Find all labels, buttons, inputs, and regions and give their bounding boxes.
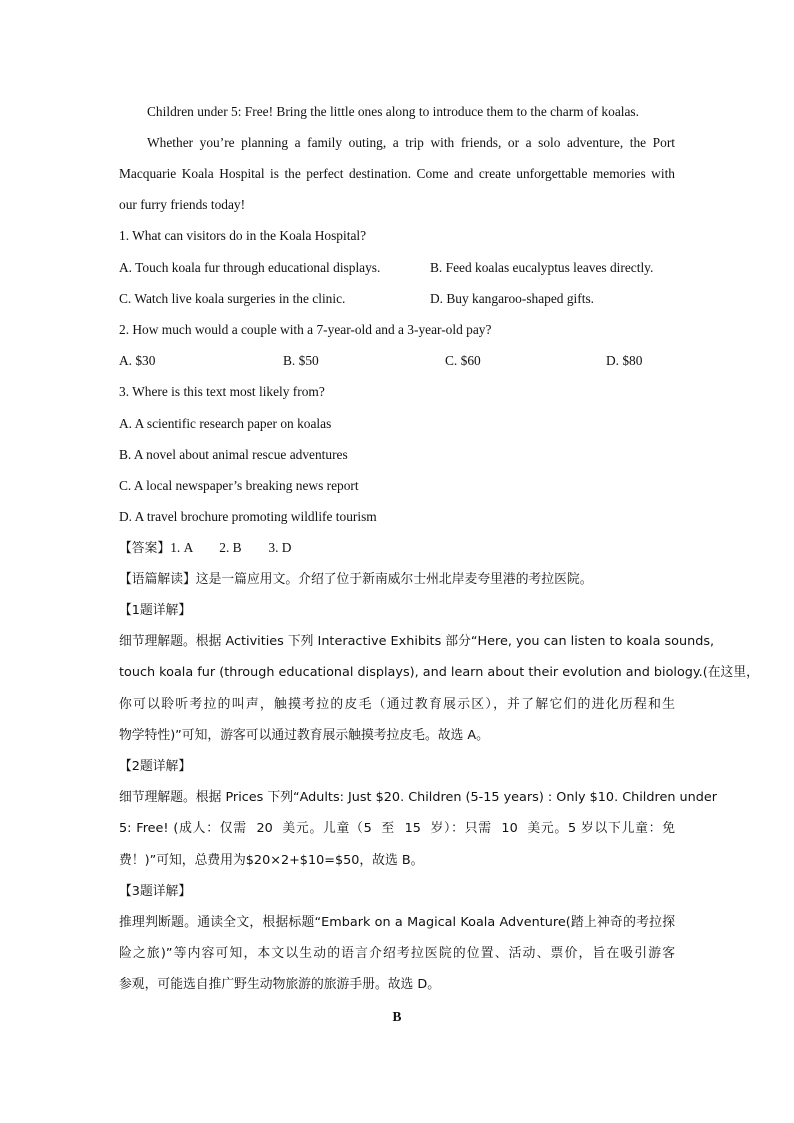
explanation-heading: 【1题详解】	[119, 603, 192, 618]
passage-closing-line: our furry friends today!	[119, 197, 246, 212]
section-heading-b: B	[392, 1009, 402, 1024]
answer-line	[119, 532, 675, 564]
question-option: B. A novel about animal rescue adventures	[119, 447, 348, 462]
answer-label: 【答案】	[119, 541, 171, 556]
explanation-line: touch koala fur (through educational displays), and learn about their evolution and biology.(在这里，	[119, 665, 759, 680]
question-option: C. Watch live koala surgeries in the clinic.	[119, 291, 346, 306]
explanation-line: 物学特性)”可知，游客可以通过教育展示触摸考拉皮毛。故选 A。	[119, 728, 489, 743]
question-stem: 1. What can visitors do in the Koala Hospital?	[119, 228, 367, 243]
interpretation-text: 这是一篇应用文。介绍了位于新南威尔士州北岸麦夸里港的考拉医院。	[195, 572, 593, 587]
explanation-heading: 【3题详解】	[119, 884, 192, 899]
explanation-line: 参观，可能选自推广野生动物旅游的旅游手册。故选 D。	[119, 977, 441, 992]
explanation-heading: 【2题详解】	[119, 759, 192, 774]
explanation-line: 细节理解题。根据 Activities 下列 Interactive Exhibits 部分“Here, you can listen to koala sounds,	[119, 634, 715, 649]
question-option: A. A scientific research paper on koalas	[119, 416, 332, 431]
explanation-line: 费！)”可知，总费用为$20×2+$10=$50，故选 B。	[119, 853, 424, 868]
question-option: B. Feed koalas eucalyptus leaves directly.	[430, 260, 654, 275]
answer-text: 1. A 2. B 3. D	[170, 540, 292, 555]
explanation-line: 你可以聆听考拉的叫声，触摸考拉的皮毛（通过教育展示区），并了解它们的进化历程和生	[119, 697, 675, 712]
interpretation-line	[119, 563, 675, 595]
question-stem: 2. How much would a couple with a 7-year-old and a 3-year-old pay?	[119, 322, 492, 337]
explanation-line: 推理判断题。通读全文，根据标题“Embark on a Magical Koala Adventure(踏上神奇的考拉探	[119, 915, 675, 930]
question-option: C. A local newspaper’s breaking news report	[119, 478, 359, 493]
question-option: A. $30	[119, 353, 156, 368]
question-option: D. Buy kangaroo-shaped gifts.	[430, 291, 595, 306]
explanation-line: 险之旅)”等内容可知，本文以生动的语言介绍考拉医院的位置、活动、票价，旨在吸引游客	[119, 946, 675, 961]
passage-children-price: Children under 5: Free! Bring the little ones along to introduce them to the charm of koalas.	[147, 104, 639, 119]
question-option: D. A travel brochure promoting wildlife tourism	[119, 509, 377, 524]
question-stem: 3. Where is this text most likely from?	[119, 384, 325, 399]
question-option: B. $50	[283, 353, 319, 368]
question-option: C. $60	[445, 353, 481, 368]
question-option: A. Touch koala fur through educational displays.	[119, 260, 381, 275]
passage-closing-line: Macquarie Koala Hospital is the perfect destination. Come and create unforgettable memories with	[119, 166, 675, 181]
interpretation-label: 【语篇解读】	[119, 572, 196, 587]
explanation-line: 细节理解题。根据 Prices 下列“Adults: Just $20. Children (5-15 years) : Only $10. Children under	[119, 790, 717, 805]
question-option: D. $80	[606, 353, 643, 368]
passage-closing-line: Whether you’re planning a family outing, a trip with friends, or a solo adventure, the Port	[147, 135, 675, 150]
explanation-line: 5: Free! (成人：仅需 20 美元。儿童（5 至 15 岁）：只需 10 美元。5 岁以下儿童：免	[119, 821, 675, 836]
